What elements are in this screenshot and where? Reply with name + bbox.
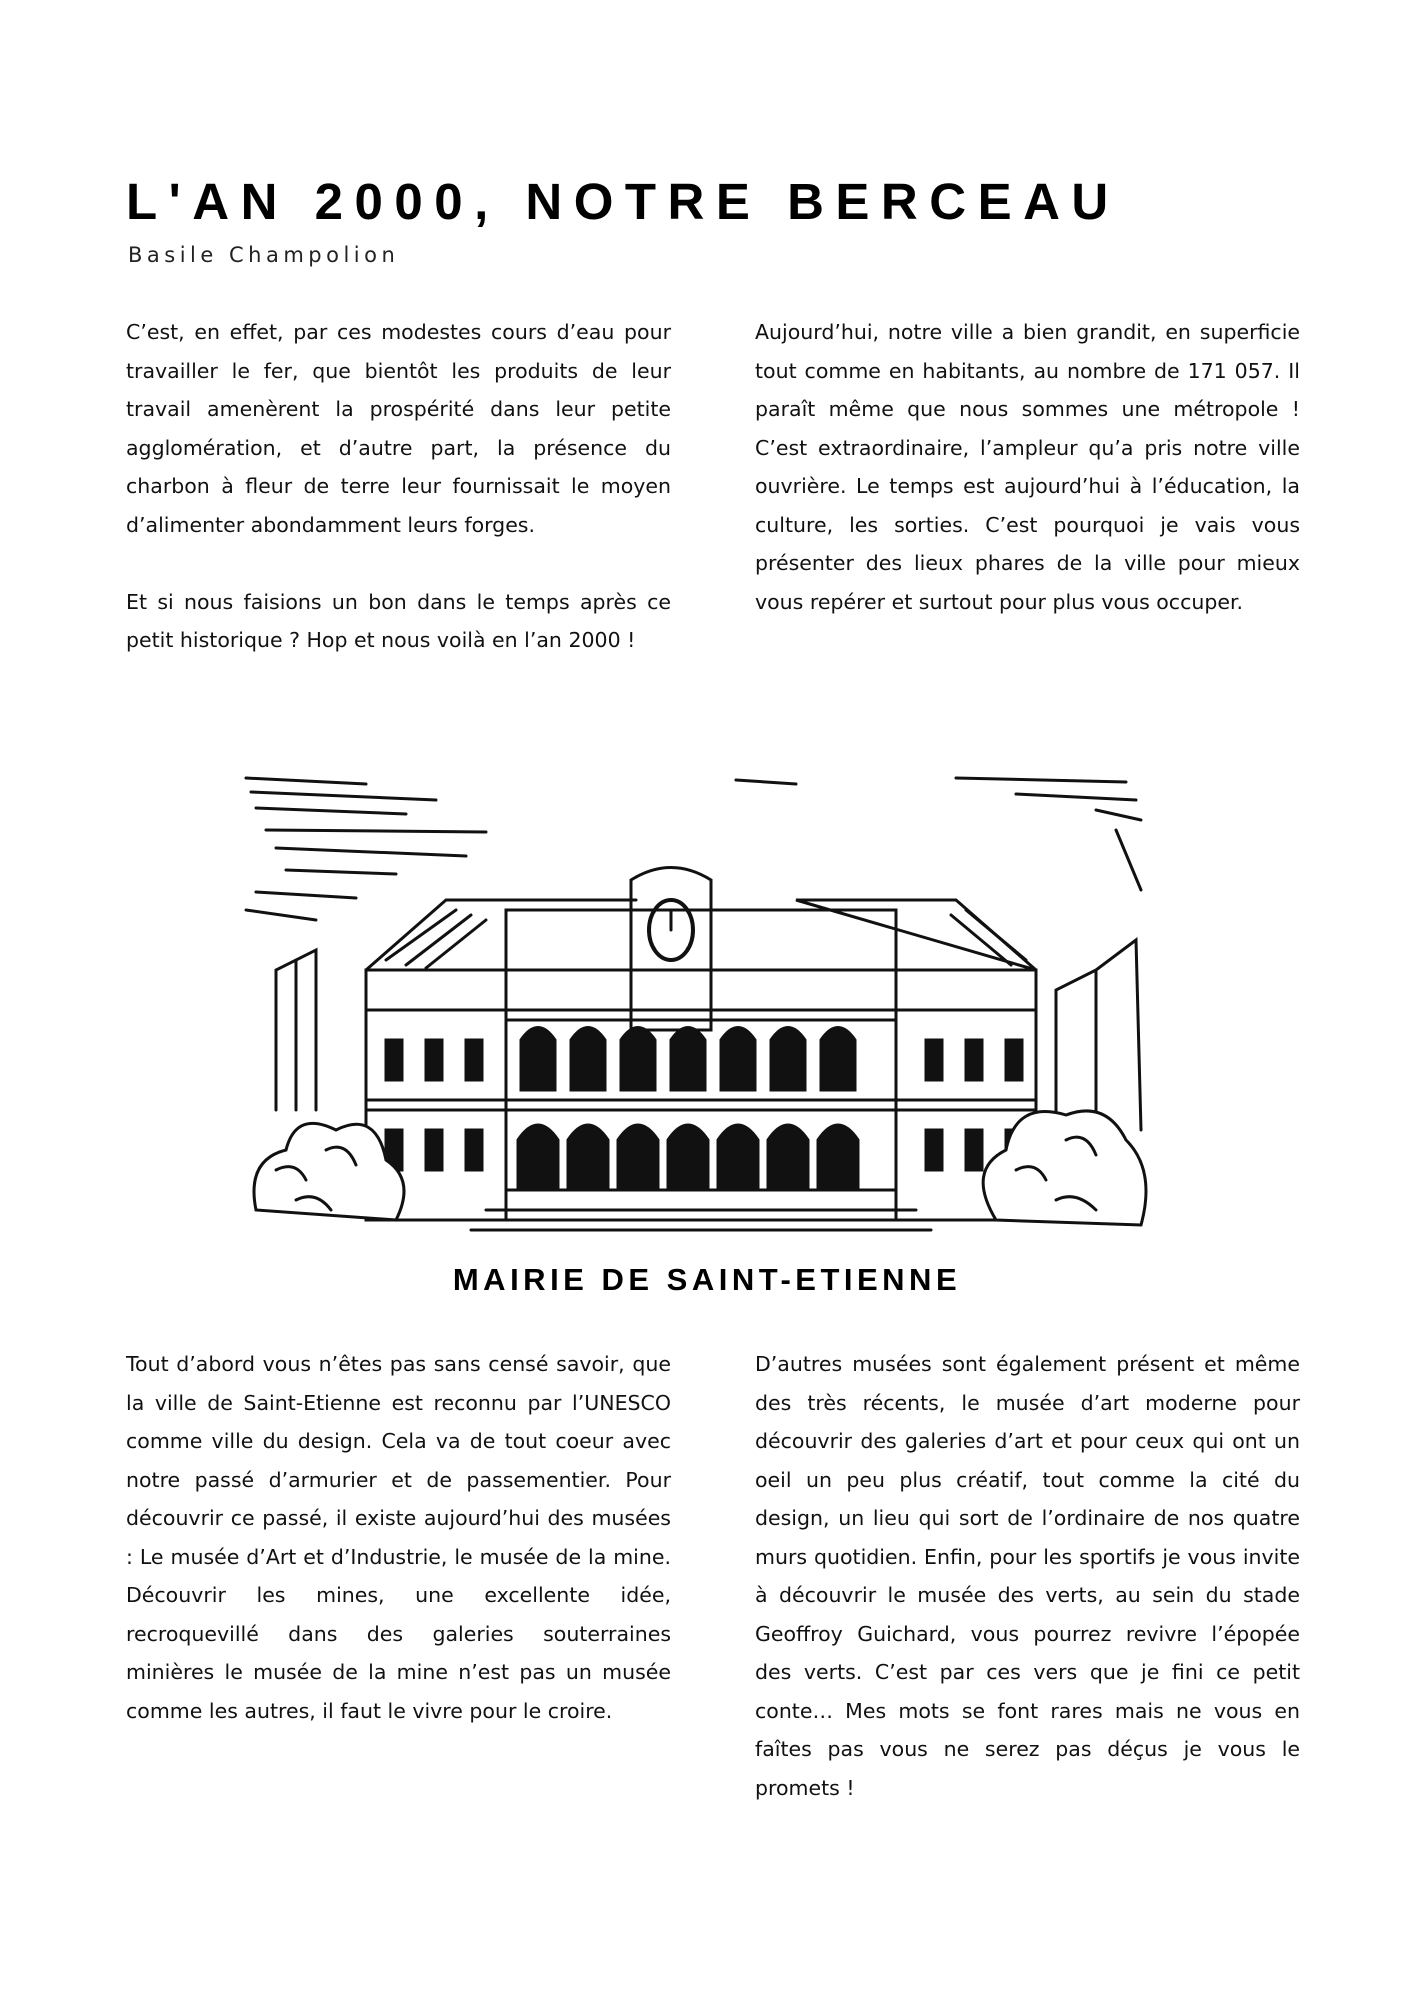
paragraph: Tout d’abord vous n’êtes pas sans censé savoir, que la ville de Saint-Etienne est reconnu par l’UNESCO comme ville du design. Cela va de tout coeur avec notre passé d’armurier et de passementier. Pour découvrir ce passé, il existe aujourd’hui des musées : Le musée d’Art et d’Industrie, le musée de la mine. Découvrir les mines, une excellente idée, recroquevillé dans des galeries souterraines minières le musée de la mine n’est pas un musée comme les autres, il faut le vivre pour le croire. [126,1352,671,1723]
body-column-right [755,1345,1300,1807]
paragraph: Aujourd’hui, notre ville a bien grandit, en superficie tout comme en habitants, au nombre de 171 057. Il paraît même que nous sommes une métropole ! C’est extraordinaire, l’ampleur qu’a pris notre ville ouvrière. Le temps est aujourd’hui à l’éducation, la culture, les sorties. C’est pourquoi je vais vous présenter des lieux phares de la ville pour mieux vous repérer et surtout pour plus vous occuper. [755,320,1300,614]
article-title: L'AN 2000, NOTRE BERCEAU [126,173,1120,230]
figure-caption: MAIRIE DE SAINT-ETIENNE [452,1262,962,1297]
town-hall-illustration [236,770,1164,1240]
intro-column-left [126,313,671,660]
paragraph: Et si nous faisions un bon dans le temps après ce petit historique ? Hop et nous voilà en l’an 2000 ! [126,589,671,652]
intro-column-right [755,313,1300,621]
paragraph: D’autres musées sont également présent et même des très récents, le musée d’art moderne pour découvrir des galeries d’art et pour ceux qui ont un oeil un peu plus créatif, tout comme la cité du design, un lieu qui sort de l’ordinaire de nos quatre murs quotidien. Enfin, pour les sportifs je vous invite à découvrir le musée des verts, au sein du stade Geoffroy Guichard, vous pourrez revivre l’épopée des verts. C’est par ces vers que je fini ce petit conte… Mes mots se font rares mais ne vous en faîtes pas vous ne serez pas déçus je vous le promets ! [755,1352,1300,1800]
article-author: Basile Champolion [128,243,400,267]
paragraph: C’est, en effet, par ces modestes cours d’eau pour travailler le fer, que bientôt les produits de leur travail amenèrent la prospérité dans leur petite agglomération, et d’autre part, la présence du charbon à fleur de terre leur fournissait le moyen d’alimenter abondamment leurs forges. [126,320,671,537]
body-column-left [126,1345,671,1730]
